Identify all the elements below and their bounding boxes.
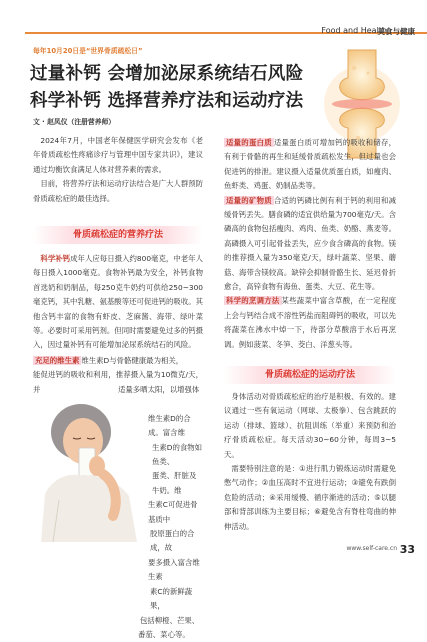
footer-url: www.self-care.cn xyxy=(346,545,397,552)
vitamin-line-6: 生素C可促进骨基质中 xyxy=(148,500,198,524)
article-title-line2: 科学补钙 选择营养疗法和运动疗法 xyxy=(30,91,304,111)
vitamin-line-1: 能促进钙的吸收和利用，推荐摄入量为10微克/天，并 xyxy=(33,370,203,394)
vitamin-label: 充足的维生素 xyxy=(35,356,80,365)
section-heading-nutrition: 骨质疏松症的营养疗法 xyxy=(33,226,203,244)
section-name-en: Food and Health xyxy=(321,26,387,35)
date-line: 每年10月20日是“世界骨质疏松日” xyxy=(33,47,143,55)
protein-label: 适量的蛋白质 xyxy=(226,138,272,147)
page-number: 33 xyxy=(399,543,415,556)
page-header xyxy=(0,0,427,40)
vitamin-line-5: 蛋类、肝脏及牛奶。维 xyxy=(152,471,197,495)
right-column xyxy=(224,136,396,352)
calcium-label: 科学补钙 xyxy=(40,254,71,263)
vitamin-line-8: 要多摄入富含维生素 xyxy=(148,557,200,582)
vitamin-line-7: 胶原蛋白的合成，故 xyxy=(150,529,195,553)
vitamin-line-2: 适量多晒太阳，以增强体 xyxy=(118,385,200,394)
intro-paragraph-1: 2024年7月，中国老年保健医学研究会发布《老年骨质疏松性疼痛诊疗与管理中国专家共识》，建议通过均衡饮食满足人体对营养素的需求。 xyxy=(33,136,203,174)
mineral-text: 合适的钙磷比例有利于钙的利用和减缓骨钙丢失。膳食磷的适宜供给量为700毫克/天。含磷高的食物包括瘦肉、鸡肉、鱼类、奶酪、燕麦等。高磷摄入可引起骨盐丢失，应少食含磷高的食物。镁的推荐摄入量为350毫克/天，绿叶蔬菜、坚果、蘑菇、海带含镁较高。缺锌会抑制骨骼生长、延迟骨折愈合，高锌食物有海鱼、蛋类、大豆、花生等。 xyxy=(224,195,396,292)
author-byline: 文 · 赵凤仪（注册营养师） xyxy=(33,118,116,126)
protein-text: 适量蛋白质可增加钙的吸收和储存，有利于骨骼的再生和延缓骨质疏松发生，但过量也会促进钙的排泄。建议摄入适量优质蛋白质，如瘦肉、鱼虾类、鸡蛋、奶制品类等。 xyxy=(224,138,396,191)
section-heading-exercise: 骨质疏松症的运动疗法 xyxy=(224,366,396,384)
article-title-line1: 过量补钙 会增加泌尿系统结石风险 xyxy=(30,64,304,84)
left-column xyxy=(33,134,203,206)
vitamin-line-10: 包括柳橙、芒果、 xyxy=(140,615,200,625)
exercise-paragraph-1: 身体活动对骨质疏松症的治疗是积极、有效的。建议通过一些有氧运动（网球、太极拳）、包含跳跃的运动（排球、篮球）、抗阻训练（举重）来预防和治疗骨质疏松症。每天活动30~60分钟，每周3~5天。 xyxy=(224,392,396,459)
vitamin-line-0: 维生素D与骨骼健康最为相关， xyxy=(81,356,184,365)
elderly-woman-photo xyxy=(33,396,143,542)
cooking-label: 科学的烹调方法 xyxy=(226,296,280,306)
exercise-paragraph-2: 需要特别注意的是：①进行肌力锻炼运动时需避免憋气动作；②血压高时不宜进行运动；③避免有跌倒危险的活动；④采用缓慢、循序渐进的活动；⑤以腿部和背部训练为主要目标；⑥避免含有脊柱弯曲的伸伸活动。 xyxy=(224,464,396,531)
calcium-paragraph xyxy=(33,252,203,353)
calcium-text: 成年人应每日摄入约800毫克，中老年人每日摄入1000毫克。食物补钙最为安全，补钙食物首选奶和奶制品，每250克牛奶约可供给250~300毫克钙，其中乳糖、氨基酸等还可促进钙的吸收。其他含钙丰富的食物有虾皮、芝麻酱、海带、绿叶菜等。必要时可采用钙剂。但同时需要避免过多的钙摄入，因过量补钙有可能增加泌尿系统结石的风险。 xyxy=(33,254,203,350)
mineral-label: 适量的矿物质 xyxy=(226,195,272,205)
vitamin-line-4: 生素D的食物如鱼类、 xyxy=(152,442,203,467)
exercise-text xyxy=(224,390,396,534)
intro-paragraph-2: 目前，将营养疗法和运动疗法结合是广大人群预防骨质疏松症的最佳选择。 xyxy=(33,179,203,203)
vitamin-line-11: 番茄、菜心等。 xyxy=(138,629,190,639)
vitamin-line-9: 素C的新鲜蔬果， xyxy=(150,586,193,611)
section-name-cn: 美食与健康 xyxy=(377,27,415,36)
vitamin-line-3: 维生素D的合成。富含维 xyxy=(148,413,191,438)
cooking-text: 某些蔬菜中富含草酸，在一定程度上会与钙结合成不溶性钙盐而阻碍钙的吸收，可以先将蔬菜在沸水中焯一下，待部分草酸溶于水后再烹调。例如菠菜、冬笋、茭白、洋葱头等。 xyxy=(224,296,396,349)
